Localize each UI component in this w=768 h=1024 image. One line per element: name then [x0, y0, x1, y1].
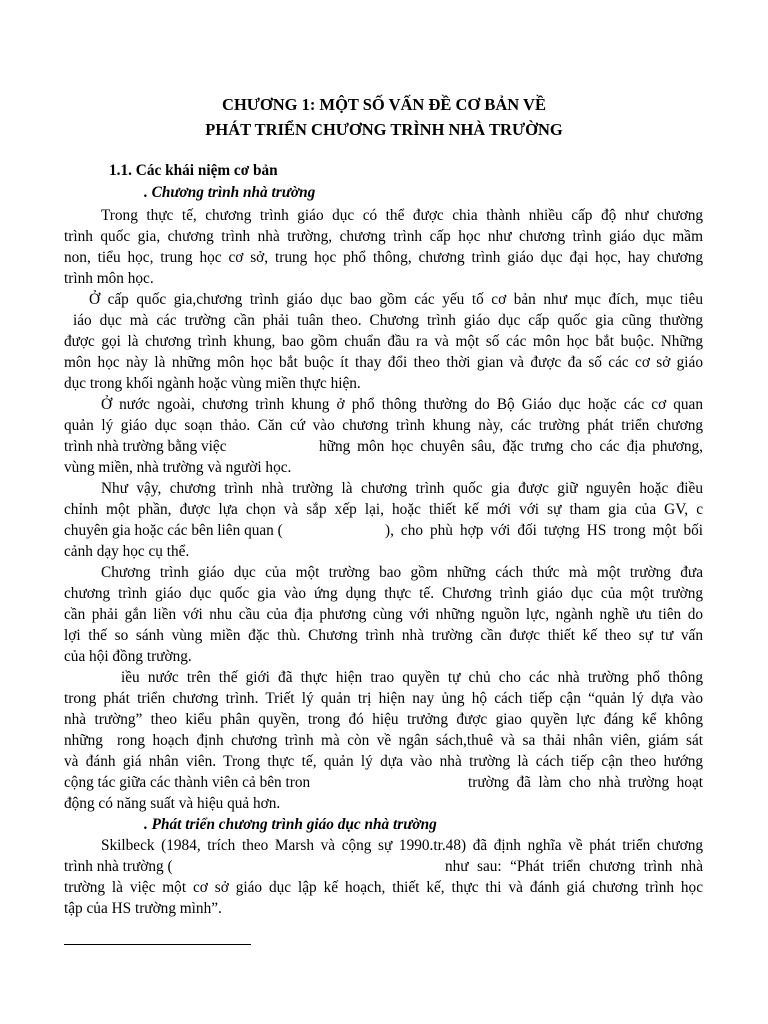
- subheading-school-curriculum: . Chương trình nhà trường: [144, 184, 316, 201]
- body-line: rong hoạch định chương trình mà còn về ngân sách,thuê và sa thải nhân viên, giám sát: [117, 732, 703, 749]
- section-heading: 1.1. Các khái niệm cơ bản: [109, 162, 278, 179]
- body-line: Trong thực tế, chương trình giáo dục có thể được chia thành nhiều cấp độ như chương: [101, 207, 703, 224]
- body-line: Chương trình giáo dục của một trường bao gồm những cách thức mà một trường đưa: [101, 564, 703, 581]
- body-line: được gọi là chương trình khung, bao gồm chuẩn đầu ra và một số các môn học bắt buộc. Những: [64, 333, 703, 350]
- body-line: Skilbeck (1984, trích theo Marsh và cộng sự 1990.tr.48) đã định nghĩa về phát triển chương: [101, 837, 703, 854]
- body-line: của hội đồng trường.: [64, 648, 192, 665]
- body-line: trường đã làm cho nhà trường hoạt: [468, 774, 703, 791]
- body-line: iều nước trên thế giới đã thực hiện trao quyền tự chủ cho các nhà trường phổ thông: [121, 669, 703, 686]
- footnote-separator: [64, 944, 251, 945]
- chapter-title-line-1: CHƯƠNG 1: MỘT SỐ VẤN ĐỀ CƠ BẢN VỀ: [222, 95, 546, 114]
- body-line: và đánh giá nhân viên. Trong thực tế, quản lý dựa vào nhà trường là cách tiếp cận theo hướng: [64, 753, 703, 770]
- body-line: quản lý giáo dục soạn thảo. Căn cứ vào chương trình khung này, các trường phát triển chương: [64, 417, 703, 434]
- body-line: non, tiểu học, trung học cơ sở, trung học phổ thông, chương trình giáo dục đại học, hay chương: [64, 249, 703, 266]
- body-line: chỉnh một phần, được lựa chọn và sắp xếp lại, hoặc thiết kế mới với sự tham gia của GV, c: [64, 501, 703, 518]
- body-line: Như vậy, chương trình nhà trường là chương trình quốc gia được giữ nguyên hoặc điều: [101, 480, 703, 497]
- body-line: lợi thế so sánh vùng miền đặc thù. Chương trình nhà trường cần được thiết kế theo sự tư vấn: [64, 627, 703, 644]
- body-line: động có năng suất và hiệu quả hơn.: [64, 795, 281, 812]
- chapter-title-line-2: PHÁT TRIỂN CHƯƠNG TRÌNH NHÀ TRƯỜNG: [205, 120, 563, 139]
- body-line: ), cho phù hợp với đối tượng HS trong một bối: [385, 522, 703, 539]
- body-line: vùng miền, nhà trường và người học.: [64, 459, 292, 476]
- body-line: nhà trường” theo kiểu phân quyền, trong đó hiệu trưởng được giao quyền lực đáng kể không: [64, 711, 703, 728]
- body-line: trình môn học.: [64, 270, 154, 287]
- body-line: dục trong khối ngành hoặc vùng miền thực hiện.: [64, 375, 361, 392]
- subheading-curriculum-development: . Phát triển chương trình giáo dục nhà trường: [144, 816, 437, 833]
- body-line: chuyên gia hoặc các bên liên quan (: [64, 522, 283, 539]
- body-line: tập của HS trường mình”.: [64, 900, 222, 917]
- body-line: hững môn học chuyên sâu, đặc trưng cho các địa phương,: [319, 438, 703, 455]
- body-line: chương trình giáo dục quốc gia vào ứng dụng thực tế. Chương trình giáo dục của một trường: [64, 585, 703, 602]
- body-line: cảnh dạy học cụ thể.: [64, 543, 190, 560]
- body-line: cộng tác giữa các thành viên cả bên tron: [64, 774, 311, 791]
- body-line: cần phải gắn liền với nhu cầu của địa phương cùng với những nguồn lực, ngành nghề ưu tiên do: [64, 606, 703, 623]
- body-line: iáo dục mà các trường cần phải tuân theo. Chương trình giáo dục cấp quốc gia cũng thường: [73, 312, 703, 329]
- body-line: trong phát triển chương trình. Triết lý quản trị hiện nay ủng hộ cách tiếp cận “quản lý dựa vào: [64, 690, 703, 707]
- body-line: trình nhà trường bằng việc: [64, 438, 227, 455]
- body-line: như sau: “Phát triển chương trình nhà: [445, 858, 703, 875]
- body-line: Ở cấp quốc gia,chương trình giáo dục bao gồm các yếu tố cơ bản như mục đích, mục tiêu: [89, 291, 703, 308]
- body-line: Ở nước ngoài, chương trình khung ở phổ thông thường do Bộ Giáo dục hoặc các cơ quan: [101, 396, 703, 413]
- body-line: môn học này là những môn học bắt buộc ít thay đổi theo thời gian và được đa số các cơ sở giáo: [64, 354, 703, 371]
- body-line: trường là việc một cơ sở giáo dục lập kế hoạch, thiết kế, thực thi và đánh giá chương trình học: [64, 879, 703, 896]
- body-line: trình nhà trường (: [64, 858, 173, 875]
- body-line: những: [64, 732, 103, 749]
- body-line: trình quốc gia, chương trình nhà trường, chương trình cấp học như chương trình giáo dục mầm: [64, 228, 703, 245]
